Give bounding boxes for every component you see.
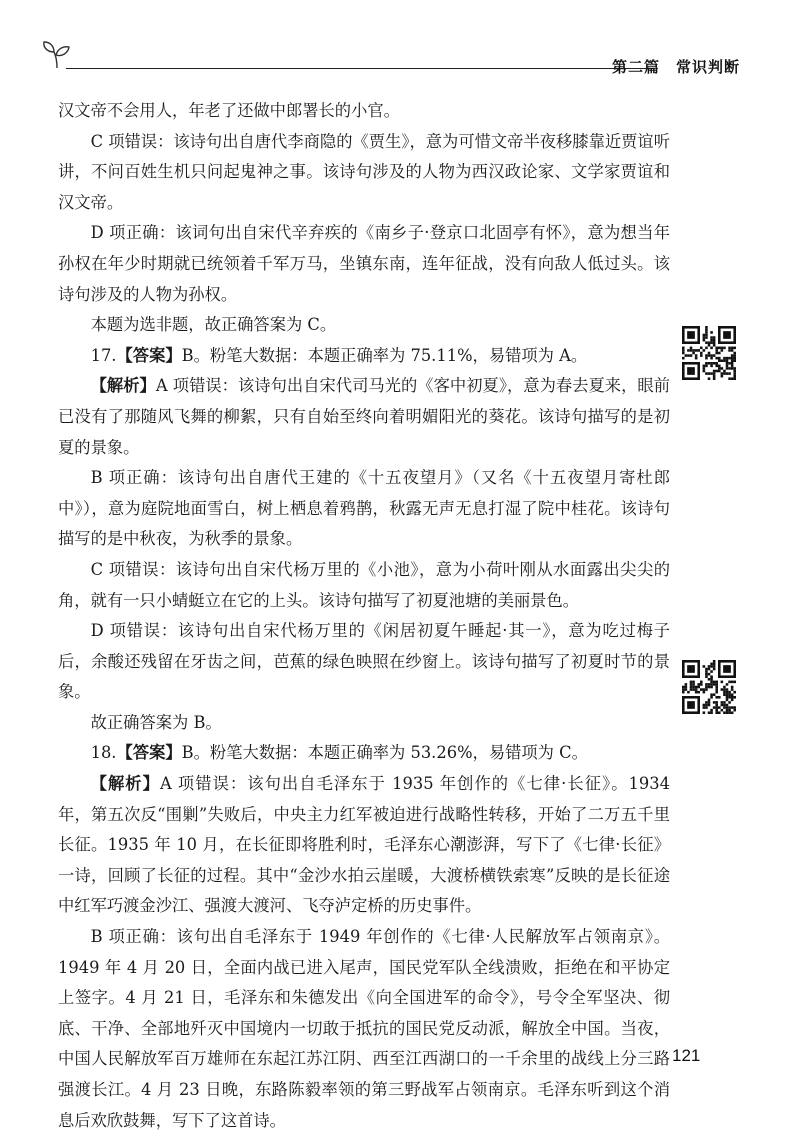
qr-module: [733, 709, 736, 712]
qr-module: [726, 693, 729, 696]
qr-module: [715, 704, 718, 707]
qr-module: [703, 365, 706, 368]
qr-module: [731, 686, 734, 689]
qr-module: [682, 357, 685, 360]
qr-module: [713, 336, 716, 339]
paragraph: 汉文帝不会用人，年老了还做中郎署长的小官。: [58, 101, 400, 120]
qr-module: [726, 706, 729, 709]
qr-module: [708, 699, 711, 702]
qr-module: [731, 711, 734, 714]
qr-module: [682, 691, 685, 694]
analysis-label: 解析: [107, 774, 143, 794]
qr-module: [690, 354, 693, 357]
qr-module: [713, 701, 716, 704]
qr-module: [708, 673, 711, 676]
qr-module: [731, 706, 734, 709]
qr-module: [721, 701, 724, 704]
qr-module: [705, 704, 708, 707]
qr-module: [733, 372, 736, 375]
qr-module: [710, 362, 713, 365]
qr-module: [708, 678, 711, 681]
qr-module: [710, 372, 713, 375]
qr-module: [726, 362, 729, 365]
qr-module: [705, 341, 708, 344]
analysis-label: 解析: [106, 376, 140, 396]
question-number: 18.: [90, 743, 117, 763]
qr-module: [685, 683, 688, 686]
qr-module: [731, 693, 734, 696]
qr-module: [687, 665, 695, 673]
qr-module: [710, 675, 713, 678]
qr-module: [718, 706, 721, 709]
qr-module: [715, 709, 718, 712]
qr-module: [718, 347, 721, 350]
qr-module: [710, 339, 713, 342]
qr-module: [723, 347, 726, 350]
qr-module: [731, 347, 734, 350]
qr-module: [731, 357, 734, 360]
qr-module: [715, 347, 718, 350]
qr-module: [715, 711, 718, 714]
qr-module: [713, 372, 716, 375]
qr-module: [718, 352, 721, 355]
qr-module: [690, 681, 693, 684]
qr-module: [733, 347, 736, 350]
qr-module: [697, 691, 700, 694]
qr-module: [708, 711, 711, 714]
qr-module: [721, 681, 724, 684]
qr-module: [723, 701, 726, 704]
qr-module: [715, 352, 718, 355]
qr-module: [723, 686, 726, 689]
page-number: 121: [672, 1046, 701, 1065]
qr-module: [705, 336, 708, 339]
qr-module: [710, 665, 713, 668]
qr-module: [715, 357, 718, 360]
qr-module: [705, 331, 708, 334]
qr-module: [708, 354, 711, 357]
qr-module: [708, 701, 711, 704]
qr-module: [705, 329, 708, 332]
qr-module: [715, 365, 718, 368]
qr-module: [703, 370, 706, 373]
qr-module: [731, 681, 734, 684]
page-header: [40, 38, 740, 78]
answer-label: 答案: [132, 345, 166, 365]
qr-module: [710, 711, 713, 714]
qr-module: [733, 691, 736, 694]
qr-module: [733, 370, 736, 373]
qr-module: [710, 347, 713, 350]
qr-module: [723, 706, 726, 709]
question-number: 17.: [90, 345, 117, 365]
qr-module: [713, 354, 716, 357]
qr-module: [708, 377, 711, 380]
qr-module: [682, 349, 685, 352]
qr-module: [713, 375, 716, 378]
qr-module: [728, 696, 731, 699]
qr-module: [733, 359, 736, 362]
qr-module: [718, 711, 721, 714]
qr-module: [687, 701, 695, 709]
qr-module: [715, 683, 718, 686]
qr-module: [728, 691, 731, 694]
qr-module: [728, 367, 731, 370]
qr-module: [708, 352, 711, 355]
qr-module: [726, 704, 729, 707]
qr-module: [731, 367, 734, 370]
qr-module: [710, 357, 713, 360]
qr-module: [713, 339, 716, 342]
qr-module: [713, 344, 716, 347]
qr-module: [733, 681, 736, 684]
paragraph: D 项正确：该词句出自宋代辛弃疾的《南乡子·登京口北固亭有怀》，意为想当年孙权在年少时期就已统领着千军万马，坐镇东南，连年征战，没有向敌人低过头。该诗句涉及的人物为孙权。: [58, 223, 670, 304]
qr-module: [710, 365, 713, 368]
qr-module: [718, 367, 721, 370]
qr-module: [726, 711, 729, 714]
qr-module: [731, 354, 734, 357]
qr-module: [682, 688, 685, 691]
qr-module: [697, 683, 700, 686]
qr-module: [708, 344, 711, 347]
qr-module: [705, 347, 708, 350]
qr-module: [690, 688, 693, 691]
qr-module: [715, 691, 718, 694]
qr-module: [723, 691, 726, 694]
qr-module: [728, 347, 731, 350]
qr-module: [733, 357, 736, 360]
qr-module: [710, 354, 713, 357]
qr-module: [715, 681, 718, 684]
qr-module: [726, 372, 729, 375]
paragraph: 故正确答案为 B。: [90, 712, 222, 732]
qr-module: [685, 688, 688, 691]
qr-module: [710, 709, 713, 712]
qr-module: [708, 341, 711, 344]
qr-module: [705, 670, 708, 673]
qr-module: [687, 331, 695, 339]
qr-module: [726, 359, 729, 362]
qr-module: [713, 660, 716, 663]
qr-module: [700, 347, 703, 350]
qr-module: [692, 352, 695, 355]
qr-module: [731, 699, 734, 702]
qr-module: [700, 683, 703, 686]
qr-module: [705, 683, 708, 686]
qr-module: [700, 352, 703, 355]
qr-module: [710, 670, 713, 673]
qr-module: [710, 336, 713, 339]
question-17-answer: 17.【答案】B。粉笔大数据：本题正确率为 75.11%，易错项为 A。: [90, 345, 588, 365]
qr-module: [710, 696, 713, 699]
qr-module: [728, 357, 731, 360]
qr-module: [731, 696, 734, 699]
qr-module: [708, 372, 711, 375]
qr-module: [713, 377, 716, 380]
qr-module: [731, 365, 734, 368]
qr-module: [710, 686, 713, 689]
qr-module: [731, 362, 734, 365]
qr-module: [728, 681, 731, 684]
qr-module: [715, 349, 718, 352]
qr-module: [728, 372, 731, 375]
qr-module: [685, 354, 688, 357]
qr-module: [726, 709, 729, 712]
qr-module: [710, 683, 713, 686]
qr-module: [713, 693, 716, 696]
qr-module: [726, 691, 729, 694]
qr-module: [733, 706, 736, 709]
qr-module: [731, 349, 734, 352]
qr-module: [697, 349, 700, 352]
qr-module: [695, 354, 698, 357]
qr-module: [728, 706, 731, 709]
qr-module: [703, 704, 706, 707]
qr-module: [695, 686, 698, 689]
qr-module: [713, 665, 716, 668]
qr-module: [687, 354, 690, 357]
qr-module: [721, 688, 724, 691]
qr-module: [718, 370, 721, 373]
qr-module: [695, 691, 698, 694]
qr-module: [692, 688, 695, 691]
qr-module: [705, 365, 708, 368]
qr-module: [723, 688, 726, 691]
qr-module: [721, 367, 724, 370]
paragraph: C 项错误：该诗句出自宋代杨万里的《小池》，意为小荷叶刚从水面露出尖尖的角，就有一只小蜻蜓立在它的上头。该诗句描写了初夏池塘的美丽景色。: [58, 559, 670, 610]
qr-module: [703, 711, 706, 714]
qr-code-icon: [682, 660, 736, 714]
qr-module: [715, 696, 718, 699]
qr-module: [705, 357, 708, 360]
qr-module: [728, 377, 731, 380]
qr-module: [703, 706, 706, 709]
qr-module: [721, 349, 724, 352]
qr-module: [726, 367, 729, 370]
page-content: [58, 96, 670, 1136]
qr-module: [733, 375, 736, 378]
qr-module: [723, 704, 726, 707]
qr-module: [721, 347, 724, 350]
qr-module: [733, 367, 736, 370]
qr-module: [692, 683, 695, 686]
qr-module: [705, 701, 708, 704]
qr-module: [723, 665, 731, 673]
qr-module: [705, 362, 708, 365]
qr-module: [708, 665, 711, 668]
qr-module: [728, 362, 731, 365]
qr-module: [728, 701, 731, 704]
qr-module: [708, 704, 711, 707]
qr-module: [700, 681, 703, 684]
qr-module: [705, 688, 708, 691]
qr-module: [713, 683, 716, 686]
qr-module: [715, 686, 718, 689]
qr-module: [726, 357, 729, 360]
question-17-analysis: 【解析】A 项错误：该诗句出自宋代司马光的《客中初夏》，意为春去夏来，眼前已没有了那随风飞舞的柳絮，只有自始至终向着明媚阳光的葵花。该诗句描写的是初夏的景象。: [58, 376, 670, 457]
qr-module: [703, 336, 706, 339]
qr-module: [731, 688, 734, 691]
qr-module: [708, 362, 711, 365]
qr-module: [715, 701, 718, 704]
qr-module: [703, 349, 706, 352]
qr-module: [705, 668, 708, 671]
qr-module: [703, 367, 706, 370]
qr-module: [703, 665, 706, 668]
qr-module: [721, 375, 724, 378]
question-18-analysis: 【解析】A 项错误：该句出自毛泽东于 1935 年创作的《七律·长征》。1934 年，第五次反“围剿”失败后，中央主力红军被迫进行战略性转移，开始了二万五千里长征。1935 年 10 月，在长征即将胜利时，毛泽东心潮澎湃，写下了《七律·长征》一诗，回顾了长征的过程。其中“金沙水拍云崖暖，大渡桥横铁索寒”反映的是长征途中红军巧渡金沙江、强渡大渡河、飞夺泸定桥的历史事件。: [58, 774, 670, 916]
qr-module: [728, 709, 731, 712]
qr-module: [710, 331, 713, 334]
qr-module: [715, 706, 718, 709]
qr-module: [723, 693, 726, 696]
qr-module: [733, 352, 736, 355]
qr-module: [708, 668, 711, 671]
qr-module: [687, 691, 690, 694]
qr-module: [705, 673, 708, 676]
qr-module: [726, 696, 729, 699]
qr-module: [703, 339, 706, 342]
qr-module: [713, 362, 716, 365]
qr-module: [713, 663, 716, 666]
qr-module: [710, 663, 713, 666]
qr-module: [703, 688, 706, 691]
section-title: 第二篇 常识判断: [611, 58, 740, 76]
qr-module: [690, 683, 693, 686]
qr-module: [728, 349, 731, 352]
qr-module: [713, 341, 716, 344]
qr-module: [710, 678, 713, 681]
qr-module: [692, 686, 695, 689]
qr-module: [713, 681, 716, 684]
paragraph: B 项正确：该句出自毛泽东于 1949 年创作的《七律·人民解放军占领南京》。1949 年 4 月 20 日，全面内战已进入尾声，国民党军队全线溃败，拒绝在和平协定上签字。4 月 21 日，毛泽东和朱德发出《向全国进军的命令》，号令全军坚决、彻底、干净、全部地歼灭中国境内一切敢于抵抗的国民党反动派，解放全中国。当夜，中国人民解放军百万雄师在东起江苏江阴、西至江西湖口的一千余里的战线上分三路强渡长江。4 月 23 日晚，东路陈毅率领的第三野战军占领南京。毛泽东听到这个消息后欢欣鼓舞，写下了这首诗。: [58, 927, 670, 1130]
qr-module: [703, 334, 706, 337]
qr-module: [733, 377, 736, 380]
qr-code-icon: [682, 326, 736, 380]
qr-module: [690, 686, 693, 689]
qr-module: [705, 354, 708, 357]
qr-module: [705, 686, 708, 689]
qr-module: [695, 688, 698, 691]
qr-module: [733, 696, 736, 699]
qr-module: [687, 349, 690, 352]
qr-module: [690, 347, 693, 350]
qr-module: [705, 706, 708, 709]
qr-module: [721, 359, 724, 362]
qr-module: [687, 367, 695, 375]
paragraph: D 项错误：该诗句出自宋代杨万里的《闲居初夏午睡起·其一》，意为吃过梅子后，余酸还残留在牙齿之间，芭蕉的绿色映照在纱窗上。该诗句描写了初夏时节的景象。: [58, 621, 670, 702]
qr-module: [718, 696, 721, 699]
qr-module: [721, 709, 724, 712]
qr-module: [690, 349, 693, 352]
qr-module: [733, 354, 736, 357]
qr-module: [721, 372, 724, 375]
qr-module: [723, 357, 726, 360]
qr-module: [726, 365, 729, 368]
qr-module: [713, 706, 716, 709]
qr-module: [705, 675, 708, 678]
qr-module: [715, 688, 718, 691]
qr-module: [682, 347, 685, 350]
qr-module: [692, 349, 695, 352]
qr-module: [723, 370, 726, 373]
qr-module: [703, 691, 706, 694]
qr-module: [710, 693, 713, 696]
qr-module: [731, 377, 734, 380]
qr-module: [723, 372, 726, 375]
qr-module: [721, 704, 724, 707]
question-18-answer: 18.【答案】B。粉笔大数据：本题正确率为 53.26%，易错项为 C。: [90, 743, 588, 763]
qr-module: [713, 668, 716, 671]
answer-label: 答案: [132, 743, 166, 763]
qr-module: [682, 686, 685, 689]
qr-module: [715, 362, 718, 365]
qr-module: [682, 352, 685, 355]
qr-module: [695, 357, 698, 360]
qr-module: [713, 370, 716, 373]
qr-module: [726, 683, 729, 686]
qr-module: [710, 681, 713, 684]
qr-module: [726, 699, 729, 702]
qr-module: [700, 688, 703, 691]
qr-module: [708, 686, 711, 689]
leaf-icon: [40, 38, 74, 72]
qr-module: [728, 711, 731, 714]
qr-module: [731, 359, 734, 362]
qr-module: [700, 354, 703, 357]
qr-module: [715, 370, 718, 373]
qr-module: [705, 334, 708, 337]
header-rule: [66, 68, 654, 69]
qr-module: [723, 331, 731, 339]
qr-module: [695, 349, 698, 352]
paragraph: 本题为选非题，故正确答案为 C。: [90, 315, 337, 335]
qr-module: [718, 365, 721, 368]
qr-module: [718, 359, 721, 362]
qr-module: [697, 686, 700, 689]
qr-module: [710, 341, 713, 344]
paragraph: C 项错误：该诗句出自唐代李商隐的《贾生》，意为可惜文帝半夜移膝靠近贾谊听讲，不问百姓生机只问起鬼神之事。该诗句涉及的人物为西汉政论家、文学家贾谊和汉文帝。: [58, 131, 670, 212]
qr-module: [728, 693, 731, 696]
qr-module: [723, 711, 726, 714]
paragraph: B 项正确：该诗句出自唐代王建的《十五夜望月》（又名《十五夜望月寄杜郎中》），意为庭院地面雪白，树上栖息着鸦鹊，秋露无声无息打湿了院中桂花。该诗句描写的是中秋夜，为秋季的景象。: [58, 468, 670, 549]
qr-module: [718, 357, 721, 360]
qr-module: [723, 359, 726, 362]
qr-module: [708, 683, 711, 686]
qr-module: [705, 372, 708, 375]
qr-module: [726, 688, 729, 691]
qr-module: [692, 681, 695, 684]
qr-module: [685, 686, 688, 689]
qr-module: [705, 326, 708, 329]
